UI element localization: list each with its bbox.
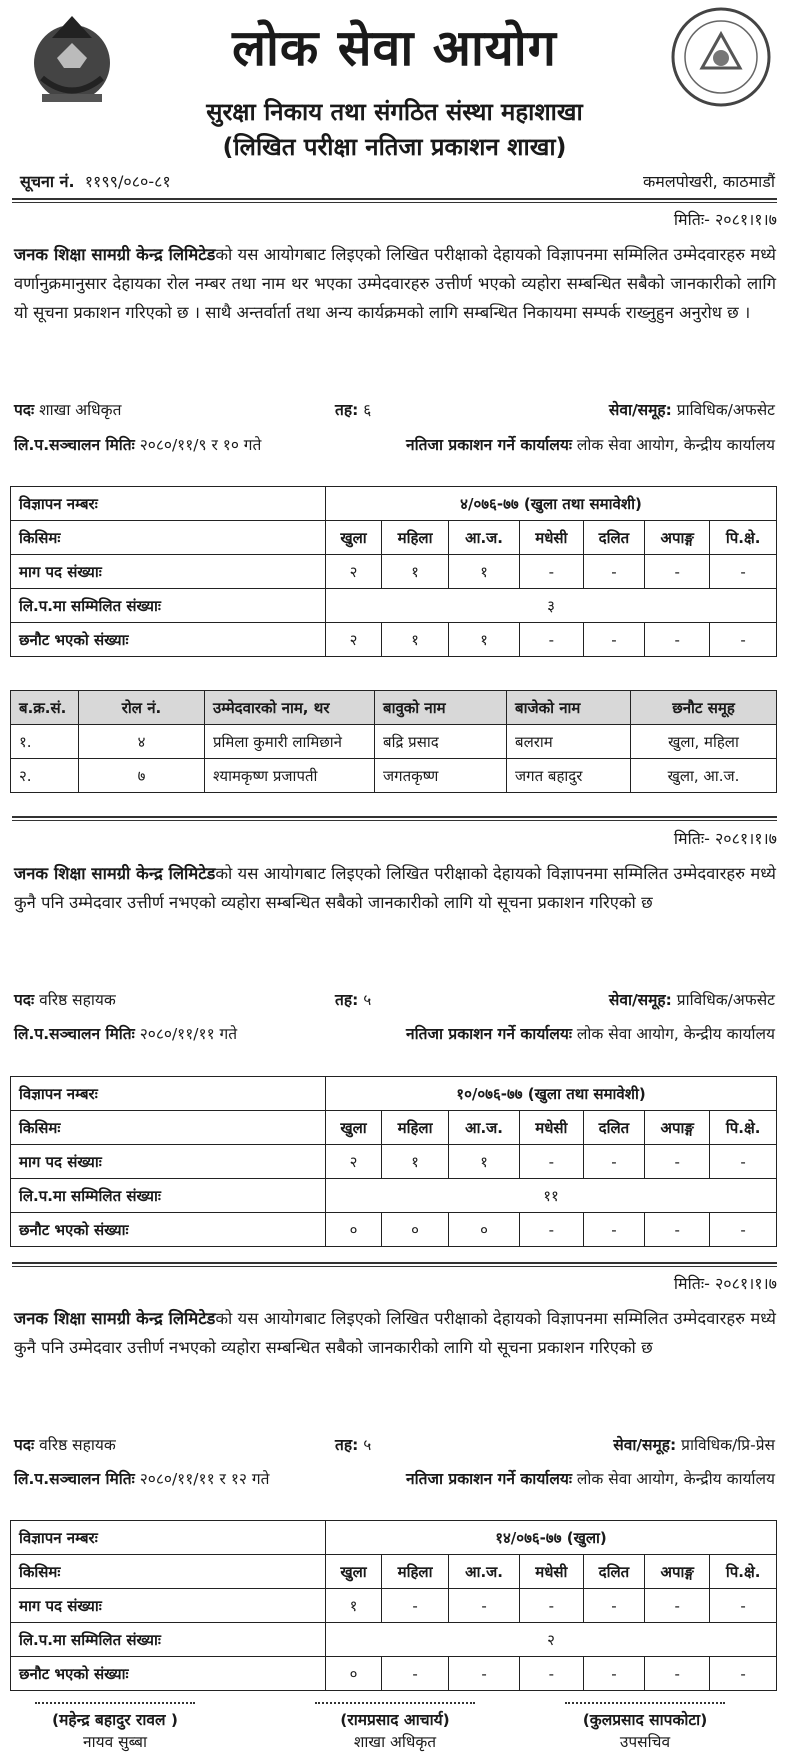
result-office-info: नतिजा प्रकाशन गर्ने कार्यालयः लोक सेवा आयोग, केन्द्रीय कार्यालय [406,436,775,454]
psc-seal-icon [670,6,772,108]
service-info: सेवा/समूह: प्राविधिक/अफसेट [608,991,775,1009]
post-value: शाखा अधिकृत [39,401,122,419]
paragraph-text: को यस आयोगबाट लिइएको लिखित परीक्षाको देहायको विज्ञापनमा सम्मिलित उम्मेदवारहरु मध्ये कुनै पनि उम्मेदवार उत्तीर्ण नभएको व्यहोरा सम्बन्धित सबैको जानकारीको लागि यो सूचना प्रकाशन गरिएको छ [14,1309,776,1357]
level-info: तह: ६ [335,401,372,419]
branch-title: (लिखित परीक्षा नतिजा प्रकाशन शाखा) [222,133,567,161]
notice-date: मितिः- २०८१।१।७ [673,1274,777,1293]
notice-label: सूचना नं. [20,172,75,191]
adv-no-row: विज्ञापन नम्बरः १०/०७६-७७ (खुला तथा समावेशी) [11,1077,777,1111]
notice-header [0,0,789,210]
category-row: किसिमः खुला महिला आ.ज. मधेसी दलित अपाङ्ग पि.क्षे. [11,1555,777,1589]
advertisement-table [10,486,777,657]
section-divider [12,816,777,821]
section-divider [12,1262,777,1267]
adv-no-value: ४/०७६-७७ (खुला तथा समावेशी) [326,487,777,521]
notice-date: मितिः- २०८१।१।७ [673,210,777,229]
service-value: प्राविधिक/प्रि-प्रेस [681,1436,775,1454]
adv-no-value: १४/०७६-७७ (खुला) [326,1521,777,1555]
selected-row: छनौट भएको संख्याः ० - - - - - - [11,1657,777,1691]
included-row: लि.प.मा सम्मिलित संख्याः ११ [11,1179,777,1213]
category-row: किसिमः खुला महिला आ.ज. मधेसी दलित अपाङ्ग पि.क्षे. [11,1111,777,1145]
paragraph-text: को यस आयोगबाट लिइएको लिखित परीक्षाको देहायको विज्ञापनमा सम्मिलित उम्मेदवारहरु मध्ये कुनै पनि उम्मेदवार उत्तीर्ण नभएको व्यहोरा सम्बन्धित सबैको जानकारीको लागि यो सूचना प्रकाशन गरिएको छ [14,864,776,912]
notice-paragraph [14,859,776,917]
signatory-name: (कुलप्रसाद सापकोटा) [582,1711,708,1729]
demand-row: माग पद संख्याः १ - - - - - - [11,1589,777,1623]
results-header-row: ब.क्र.सं. रोल नं. उम्मेदवारको नाम, थर बावुको नाम बाजेको नाम छनौट समूह [11,691,777,725]
exam-date-info: लि.प.सञ्चालन मितिः २०८०/११/११ र १२ गते [14,1470,270,1488]
demand-row: माग पद संख्याः २ १ १ - - - - [11,555,777,589]
level-info: तह: ५ [335,1436,372,1454]
post-info: पदः वरिष्ठ सहायक [14,1436,116,1454]
advertisement-table [10,1076,777,1247]
post-info: पदः वरिष्ठ सहायक [14,991,116,1009]
level-value: ५ [363,1436,372,1454]
exam-date-value: २०८०/११/११ गते [139,1025,238,1043]
included-row: लि.प.मा सम्मिलित संख्याः २ [11,1623,777,1657]
demand-row: माग पद संख्याः २ १ १ - - - - [11,1145,777,1179]
service-info: सेवा/समूह: प्राविधिक/प्रि-प्रेस [613,1436,775,1454]
signatory-name: (रामप्रसाद आचार्य) [340,1711,450,1729]
table-row: २. ७ श्यामकृष्ण प्रजापती जगतकृष्ण जगत बहादुर खुला, आ.ज. [11,759,777,793]
signatory [540,1702,750,1752]
notice-date: मितिः- २०८१।१।७ [673,829,777,848]
header-divider [12,198,777,203]
org-name: जनक शिक्षा सामग्री केन्द्र लिमिटेड [14,245,216,264]
selected-row: छनौट भएको संख्याः २ १ १ - - - - [11,623,777,657]
signatory-title: शाखा अधिकृत [353,1733,437,1751]
adv-no-value: १०/०७६-७७ (खुला तथा समावेशी) [326,1077,777,1111]
service-info: सेवा/समूह: प्राविधिक/अफसेट [608,401,775,419]
signatory-title: उपसचिव [619,1733,671,1751]
service-value: प्राविधिक/अफसेट [676,991,775,1009]
post-info: पदः शाखा अधिकृत [14,401,122,419]
exam-date-value: २०८०/११/११ र १२ गते [139,1470,270,1488]
org-name: जनक शिक्षा सामग्री केन्द्र लिमिटेड [14,864,216,883]
included-row: लि.प.मा सम्मिलित संख्याः ३ [11,589,777,623]
org-title: लोक सेवा आयोग [232,19,557,77]
exam-date-value: २०८०/११/९ र १० गते [139,436,262,454]
signatory [290,1702,500,1752]
category-row: किसिमः खुला महिला आ.ज. मधेसी दलित अपाङ्ग पि.क्षे. [11,521,777,555]
exam-date-info: लि.प.सञ्चालन मितिः २०८०/११/९ र १० गते [14,436,262,454]
notice-number-value: ११९९/०८०-८१ [84,172,171,191]
level-value: ६ [363,401,372,419]
signatory-title: नायव सुब्बा [83,1733,147,1751]
division-title: सुरक्षा निकाय तथा संगठित संस्था महाशाखा [206,98,583,126]
adv-no-row: विज्ञापन नम्बरः १४/०७६-७७ (खुला) [11,1521,777,1555]
signatory [10,1702,220,1752]
signatories [0,1690,789,1764]
level-value: ५ [363,991,372,1009]
result-office-info: नतिजा प्रकाशन गर्ने कार्यालयः लोक सेवा आयोग, केन्द्रीय कार्यालय [406,1025,775,1043]
selected-row: छनौट भएको संख्याः ० ० ० - - - - [11,1213,777,1247]
exam-date-info: लि.प.सञ्चालन मितिः २०८०/११/११ गते [14,1025,238,1043]
office-address: कमलपोखरी, काठमाडौं [642,172,775,191]
post-value: वरिष्ठ सहायक [39,991,116,1009]
advertisement-table [10,1520,777,1691]
paragraph-text: को यस आयोगबाट लिइएको लिखित परीक्षाको देहायको विज्ञापनमा सम्मिलित उम्मेदवारहरु मध्ये वर्णानुक्रमानुसार देहायका रोल नम्बर तथा नाम थर भएका उम्मेदवारहरु उत्तीर्ण भएको व्यहोरा सम्बन्धित सबैको जानकारीको लागि यो सूचना प्रकाशन गरिएको छ । साथै अन्तर्वार्ता तथा अन्य कार्यक्रमको लागि सम्बन्धित निकायमा सम्पर्क राख्नुहुन अनुरोध छ । [14,245,776,322]
results-table [10,690,777,793]
notice-number [20,170,171,192]
signature-line [35,1702,195,1704]
level-info: तह: ५ [335,991,372,1009]
notice-paragraph [14,240,776,327]
org-name: जनक शिक्षा सामग्री केन्द्र लिमिटेड [14,1309,216,1328]
result-office-info: नतिजा प्रकाशन गर्ने कार्यालयः लोक सेवा आयोग, केन्द्रीय कार्यालय [406,1470,775,1488]
adv-no-row: विज्ञापन नम्बरः ४/०७६-७७ (खुला तथा समावेशी) [11,487,777,521]
signature-line [565,1702,725,1704]
table-row: १. ४ प्रमिला कुमारी लामिछाने बद्रि प्रसाद बलराम खुला, महिला [11,725,777,759]
signatory-name: (महेन्द्र बहादुर रावल ) [51,1711,179,1729]
service-value: प्राविधिक/अफसेट [676,401,775,419]
notice-paragraph [14,1304,776,1362]
post-value: वरिष्ठ सहायक [39,1436,116,1454]
signature-line [315,1702,475,1704]
